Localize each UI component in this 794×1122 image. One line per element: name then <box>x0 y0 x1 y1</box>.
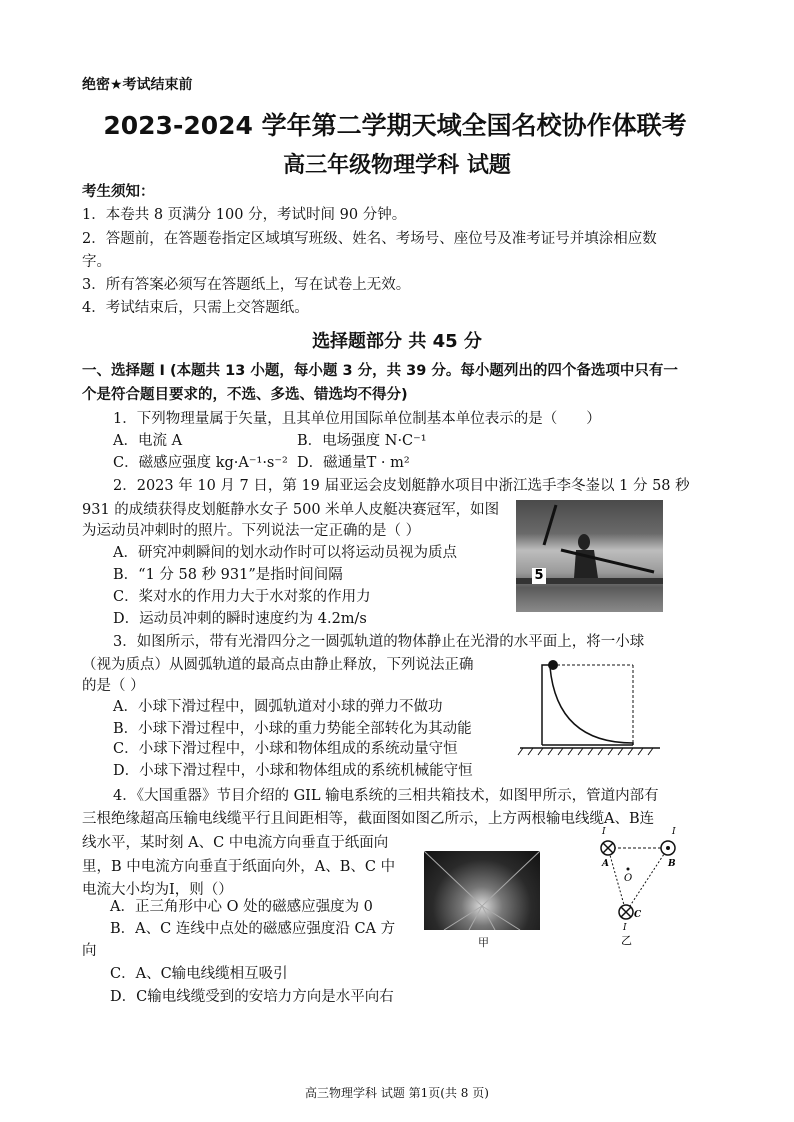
section-intro: 个是符合题目要求的，不选、多选、错选均不得分) <box>82 387 408 403</box>
triangle-cable-diagram <box>588 826 688 950</box>
q4-option-c: C．A、C输电线缆相互吸引 <box>110 966 288 982</box>
notice-item: 字。 <box>82 254 111 270</box>
q3-option-b: B．小球下滑过程中，小球的重力势能全部转化为其动能 <box>113 721 472 737</box>
q2-option-b: B．“1 分 58 秒 931”是指时间间隔 <box>113 567 343 583</box>
q2-stem: 2．2023 年 10 月 7 日，第 19 届亚运会皮划艇静水项目中浙江选手李冬崟以 1 分 58 秒 <box>113 478 690 494</box>
q4-stem: 电流大小均为I，则（） <box>82 882 233 898</box>
tunnel-photo <box>424 851 540 930</box>
kayak-photo <box>516 500 663 612</box>
section-intro: 一、选择题 I (本题共 13 小题，每小题 3 分，共 39 分。每小题列出的四个备选项中只有一 <box>82 363 678 379</box>
exam-subtitle: 高三年级物理学科 试题 <box>283 153 511 178</box>
figure-label-yi: 乙 <box>621 934 632 947</box>
q3-option-d: D．小球下滑过程中，小球和物体组成的系统机械能守恒 <box>113 763 473 779</box>
notice-item: 1．本卷共 8 页满分 100 分，考试时间 90 分钟。 <box>82 207 407 223</box>
q4-option-b-cont: 向 <box>82 943 97 959</box>
q2-stem: 为运动员冲刺时的照片。下列说法一定正确的是（ ） <box>82 523 421 539</box>
label-c: C <box>634 910 642 920</box>
secret-label: 绝密★考试结束前 <box>82 77 193 93</box>
notice-item: 3．所有答案必须写在答题纸上，写在试卷上无效。 <box>82 277 411 293</box>
q1-option-a: A．电流 A <box>113 433 183 449</box>
current-label: I <box>623 923 627 933</box>
q3-option-a: A．小球下滑过程中，圆弧轨道对小球的弹力不做功 <box>113 699 443 715</box>
label-b: B <box>668 859 676 869</box>
label-o: O <box>624 873 633 884</box>
q1-option-c: C．磁感应强度 kg·A⁻¹·s⁻² <box>113 455 288 471</box>
current-label: I <box>672 827 676 837</box>
q1-stem: 1．下列物理量属于矢量，且其单位用国际单位制基本单位表示的是（ ） <box>113 411 601 427</box>
q4-stem: 4．《大国重器》节目介绍的 GIL 输电系统的三相共箱技术，如图甲所示，管道内部有 <box>113 788 659 804</box>
q2-option-c: C．桨对水的作用力大于水对浆的作用力 <box>113 589 371 605</box>
q2-stem: 931 的成绩获得皮划艇静水女子 500 米单人皮艇决赛冠军，如图 <box>82 502 500 518</box>
q4-stem: 三根绝缘超高压输电线缆平行且间距相等，截面图如图乙所示，上方两根输电线缆A、B连 <box>82 811 655 827</box>
q2-option-a: A．研究冲刺瞬间的划水动作时可以将运动员视为质点 <box>113 545 457 561</box>
current-label: I <box>602 827 606 837</box>
q4-option-d: D．C输电线缆受到的安培力方向是水平向右 <box>110 989 394 1005</box>
photo-number: 5 <box>532 568 546 584</box>
notice-item: 4．考试结束后，只需上交答题纸。 <box>82 300 309 316</box>
section-title: 选择题部分 共 45 分 <box>312 331 482 352</box>
q4-stem: 线水平，某时刻 A、C 中电流方向垂直于纸面向 <box>82 835 389 851</box>
q1-option-d: D．磁通量T · m² <box>297 455 410 471</box>
q4-option-b: B．A、C 连线中点处的磁感应强度沿 CA 方 <box>110 921 396 937</box>
notice-heading: 考生须知： <box>82 184 155 200</box>
q2-option-d: D．运动员冲刺的瞬时速度约为 4.2m/s <box>113 611 367 627</box>
arc-track-diagram <box>515 655 665 763</box>
q4-option-a: A．正三角形中心 O 处的磁感应强度为 0 <box>110 899 373 915</box>
label-a: A <box>602 859 609 869</box>
q3-stem: （视为质点）从圆弧轨道的最高点由静止释放，下列说法正确 <box>82 657 474 673</box>
exam-title: 2023-2024 学年第二学期天域全国名校协作体联考 <box>103 111 687 140</box>
q3-stem: 的是（ ） <box>82 678 145 694</box>
page-footer: 高三物理学科 试题 第1页(共 8 页) <box>305 1086 489 1100</box>
q3-stem: 3．如图所示，带有光滑四分之一圆弧轨道的物体静止在光滑的水平面上，将一小球 <box>113 634 645 650</box>
q1-option-b: B．电场强度 N·C⁻¹ <box>297 433 427 449</box>
figure-label-jia: 甲 <box>478 936 489 949</box>
q3-option-c: C．小球下滑过程中，小球和物体组成的系统动量守恒 <box>113 741 458 757</box>
notice-item: 2．答题前，在答题卷指定区域填写班级、姓名、考场号、座位号及准考证号并填涂相应数 <box>82 231 657 247</box>
q4-stem: 里，B 中电流方向垂直于纸面向外，A、B、C 中 <box>82 859 396 875</box>
